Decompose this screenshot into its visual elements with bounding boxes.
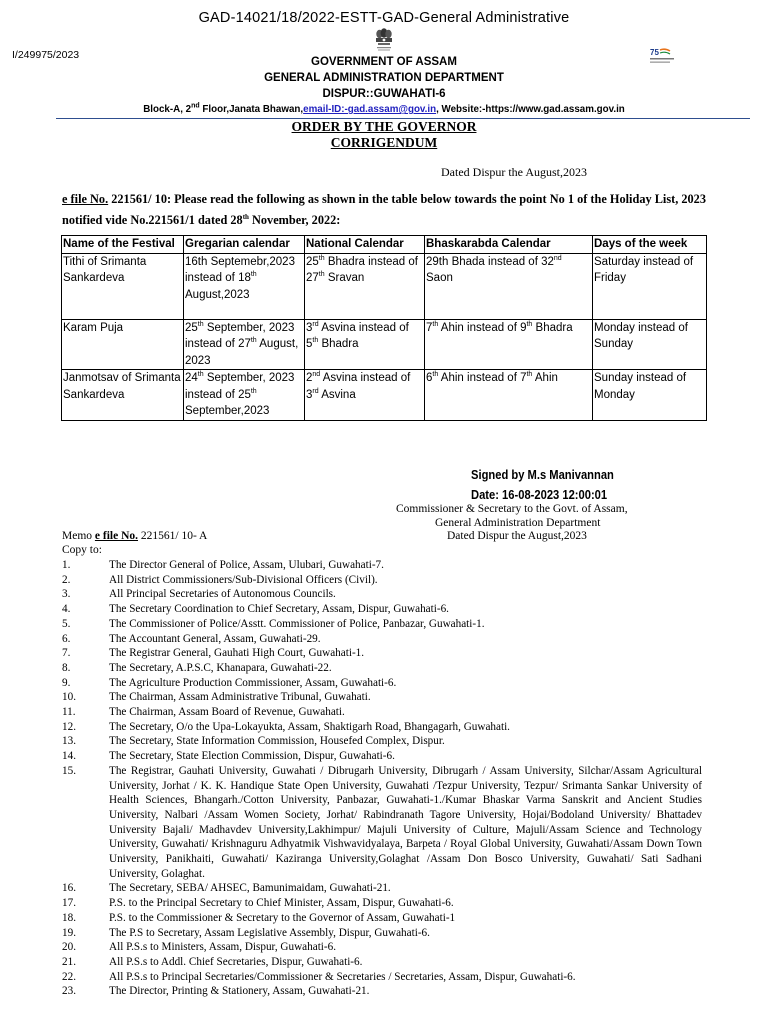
table-cell: Tithi of Srimanta Sankardeva bbox=[62, 253, 184, 319]
table-cell: 29th Bhada instead of 32nd Saon bbox=[425, 253, 593, 319]
department-address: Block-A, 2nd Floor,Janata Bhawan,email-ID:-gad.assam@gov.in, Website:-https://www.gad.assam.gov.in bbox=[143, 102, 625, 115]
list-item-number: 21. bbox=[62, 955, 76, 968]
table-cell: Janmotsav of Srimanta Sankardeva bbox=[62, 370, 184, 421]
list-item-text: The Accountant General, Assam, Guwahati-29. bbox=[109, 632, 321, 645]
list-item-number: 2. bbox=[62, 573, 71, 586]
table-header-cell: National Calendar bbox=[305, 236, 425, 254]
list-item-text: P.S. to the Commissioner & Secretary to the Governor of Assam, Guwahati-1 bbox=[109, 911, 456, 924]
list-item-text: The Secretary, State Election Commission, Dispur, Guwahati-6. bbox=[109, 750, 395, 763]
list-item-number: 23. bbox=[62, 985, 76, 998]
list-item bbox=[62, 764, 702, 882]
list-item-text: The Director General of Police, Assam, Ulubari, Guwahati-7. bbox=[109, 559, 384, 571]
list-item bbox=[62, 676, 702, 691]
table-cell: 6th Ahin instead of 7th Ahin bbox=[425, 370, 593, 421]
list-item bbox=[62, 984, 702, 999]
table-header-row bbox=[62, 236, 707, 254]
list-item-number: 6. bbox=[62, 632, 71, 645]
list-item bbox=[62, 705, 702, 720]
list-item-number: 11. bbox=[62, 706, 76, 719]
list-item bbox=[62, 617, 702, 632]
table-header-cell: Gregarian calendar bbox=[184, 236, 305, 254]
list-item bbox=[62, 720, 702, 735]
list-item-number: 5. bbox=[62, 617, 71, 630]
list-item-text: The Chairman, Assam Board of Revenue, Guwahati. bbox=[109, 706, 345, 719]
list-item bbox=[62, 896, 702, 911]
list-item-number: 13. bbox=[62, 735, 76, 748]
distribution-list bbox=[62, 558, 702, 999]
list-item-number: 16. bbox=[62, 882, 76, 895]
order-date: Dated Dispur the August,2023 bbox=[441, 165, 587, 179]
memo-date: Dated Dispur the August,2023 bbox=[447, 530, 587, 542]
list-item-number: 8. bbox=[62, 661, 71, 674]
table-cell: Saturday instead of Friday bbox=[593, 253, 707, 319]
list-item-number: 22. bbox=[62, 970, 76, 983]
table-header-cell: Days of the week bbox=[593, 236, 707, 254]
email-link[interactable]: email-ID:-gad.assam@gov.in bbox=[303, 104, 437, 115]
list-item-number: 1. bbox=[62, 559, 71, 571]
table-header-cell: Name of the Festival bbox=[62, 236, 184, 254]
holiday-correction-table bbox=[61, 235, 707, 421]
table-cell: Monday instead of Sunday bbox=[593, 319, 707, 370]
order-title: ORDER BY THE GOVERNOR bbox=[291, 119, 477, 134]
list-item-text: All Principal Secretaries of Autonomous Councils. bbox=[109, 588, 336, 601]
list-item-number: 14. bbox=[62, 750, 76, 763]
list-item bbox=[62, 940, 702, 955]
list-item bbox=[62, 881, 702, 896]
list-item-text: The Agriculture Production Commissioner, Assam, Guwahati-6. bbox=[109, 676, 397, 689]
table-header-cell: Bhaskarabda Calendar bbox=[425, 236, 593, 254]
table-row bbox=[62, 370, 707, 421]
list-item bbox=[62, 661, 702, 676]
list-item bbox=[62, 749, 702, 764]
list-item-number: 3. bbox=[62, 588, 71, 601]
signatory-department: General Administration Department bbox=[435, 517, 601, 529]
list-item-text: The Secretary, O/o the Upa-Lokayukta, Assam, Shaktigarh Road, Bhangagarh, Guwahati. bbox=[109, 720, 510, 733]
svg-text:75: 75 bbox=[650, 48, 659, 57]
table-cell: 16th Septemebr,2023 instead of 18th August,2023 bbox=[184, 253, 305, 319]
list-item bbox=[62, 911, 702, 926]
table-cell: 25th September, 2023 instead of 27th August, 2023 bbox=[184, 319, 305, 370]
list-item bbox=[62, 955, 702, 970]
list-item-text: The Registrar General, Gauhati High Court, Guwahati-1. bbox=[109, 647, 365, 660]
table-cell: Sunday instead of Monday bbox=[593, 370, 707, 421]
list-item-text: All P.S.s to Principal Secretaries/Commissioner & Secretaries / Secretaries, Assam, Dispur, Guwahati-6. bbox=[109, 970, 576, 983]
list-item-number: 20. bbox=[62, 941, 76, 954]
list-item bbox=[62, 970, 702, 985]
government-title: GOVERNMENT OF ASSAM bbox=[311, 56, 457, 68]
list-item-text: All P.S.s to Ministers, Assam, Dispur, Guwahati-6. bbox=[109, 941, 337, 954]
list-item-number: 19. bbox=[62, 926, 76, 939]
file-reference: I/249975/2023 bbox=[12, 49, 80, 61]
list-item bbox=[62, 558, 702, 573]
list-item-number: 4. bbox=[62, 603, 71, 616]
list-item-number: 17. bbox=[62, 897, 76, 910]
list-item-text: The Commissioner of Police/Asstt. Commissioner of Police, Panbazar, Guwahati-1. bbox=[109, 617, 485, 630]
digital-signature-name: Signed by M.s Manivannan bbox=[471, 467, 614, 482]
list-item-text: The Secretary, A.P.S.C, Khanapara, Guwahati-22. bbox=[109, 661, 332, 674]
list-item-text: The Secretary, State Information Commission, Housefed Complex, Dispur. bbox=[109, 735, 445, 748]
copy-to-label: Copy to: bbox=[62, 544, 102, 556]
list-item bbox=[62, 690, 702, 705]
list-item-text: The Registrar, Gauhati University, Guwahati / Dibrugarh University, Dibrugarh / Assam University, Silchar/Assam Agricultural University, Jorhat / K. K. Handique State Open University, Guwahati /Tezpur University, Tezpur/ Srimanta Sankar University of Health Sciences, Bhangarh./Cotton University, Panbazar, Guwahati-1./Kumar Bhaskar Varma Sanskrit and Ancient Studies University, Nalbari /Assam Women Society, Jorhat/ Rabindranath Tagore University, Hojai/Bodoland University/ Bhattadev University Bajali/ Madhavdev University,Lakhimpur/ Majuli University of Culture, Majuli/Assam Science and Technology University, Guwahati/ Krishnaguru Adhyatmik Vishwavidyalaya, Barpeta / Royal Global University, Guwahati/Assam Down Town University, Panikhaiti, Guwahati/ Kaziranga University,Golaghat /Assam Don Bosco University, Guwahati/ Sati Sadhani University, Golaghat. bbox=[109, 764, 702, 880]
list-item-text: All P.S.s to Addl. Chief Secretaries, Dispur, Guwahati-6. bbox=[109, 955, 363, 968]
list-item-text: The Secretary, SEBA/ AHSEC, Bamunimaidam, Guwahati-21. bbox=[109, 882, 391, 895]
table-cell: 3rd Asvina instead of 5th Bhadra bbox=[305, 319, 425, 370]
department-title: GENERAL ADMINISTRATION DEPARTMENT bbox=[264, 72, 504, 84]
list-item-number: 15. bbox=[62, 764, 76, 777]
list-item bbox=[62, 734, 702, 749]
table-cell: 7th Ahin instead of 9th Bhadra bbox=[425, 319, 593, 370]
document-top-line: GAD-14021/18/2022-ESTT-GAD-General Administrative bbox=[198, 10, 570, 26]
table-cell: 24th September, 2023 instead of 25th September,2023 bbox=[184, 370, 305, 421]
list-item bbox=[62, 646, 702, 661]
list-item-number: 12. bbox=[62, 720, 76, 733]
list-item-text: The Secretary Coordination to Chief Secretary, Assam, Dispur, Guwahati-6. bbox=[109, 603, 449, 616]
list-item-number: 9. bbox=[62, 676, 71, 689]
table-cell: Karam Puja bbox=[62, 319, 184, 370]
list-item bbox=[62, 573, 702, 588]
list-item-text: The Director, Printing & Stationery, Assam, Guwahati-21. bbox=[109, 985, 370, 998]
table-row bbox=[62, 253, 707, 319]
table-cell: 25th Bhadra instead of 27th Sravan bbox=[305, 253, 425, 319]
state-emblem-icon bbox=[373, 27, 395, 53]
memo-number: Memo e file No. 221561/ 10- A bbox=[62, 530, 208, 542]
list-item-text: All District Commissioners/Sub-Divisional Officers (Civil). bbox=[109, 573, 378, 586]
list-item-number: 7. bbox=[62, 647, 71, 660]
list-item-number: 10. bbox=[62, 691, 76, 704]
list-item bbox=[62, 926, 702, 941]
place-title: DISPUR::GUWAHATI-6 bbox=[322, 88, 446, 100]
table-cell: 2nd Asvina instead of 3rd Asvina bbox=[305, 370, 425, 421]
list-item bbox=[62, 602, 702, 617]
table-row bbox=[62, 319, 707, 370]
list-item-text: P.S. to the Principal Secretary to Chief Minister, Assam, Dispur, Guwahati-6. bbox=[109, 897, 454, 910]
list-item bbox=[62, 587, 702, 602]
order-paragraph: e file No. 221561/ 10: Please read the following as shown in the table below towards the point No 1 of the Holiday List, 2023 notified vide No.221561/1 dated 28th November, 2022: bbox=[62, 192, 706, 227]
list-item bbox=[62, 632, 702, 647]
signatory-designation: Commissioner & Secretary to the Govt. of Assam, bbox=[396, 503, 628, 515]
list-item-text: The Chairman, Assam Administrative Tribunal, Guwahati. bbox=[109, 691, 371, 704]
list-item-number: 18. bbox=[62, 911, 76, 924]
list-item-text: The P.S to Secretary, Assam Legislative Assembly, Dispur, Guwahati-6. bbox=[109, 926, 430, 939]
digital-signature-date: Date: 16-08-2023 12:00:01 bbox=[471, 487, 608, 502]
corrigendum-title: CORRIGENDUM bbox=[330, 135, 438, 150]
